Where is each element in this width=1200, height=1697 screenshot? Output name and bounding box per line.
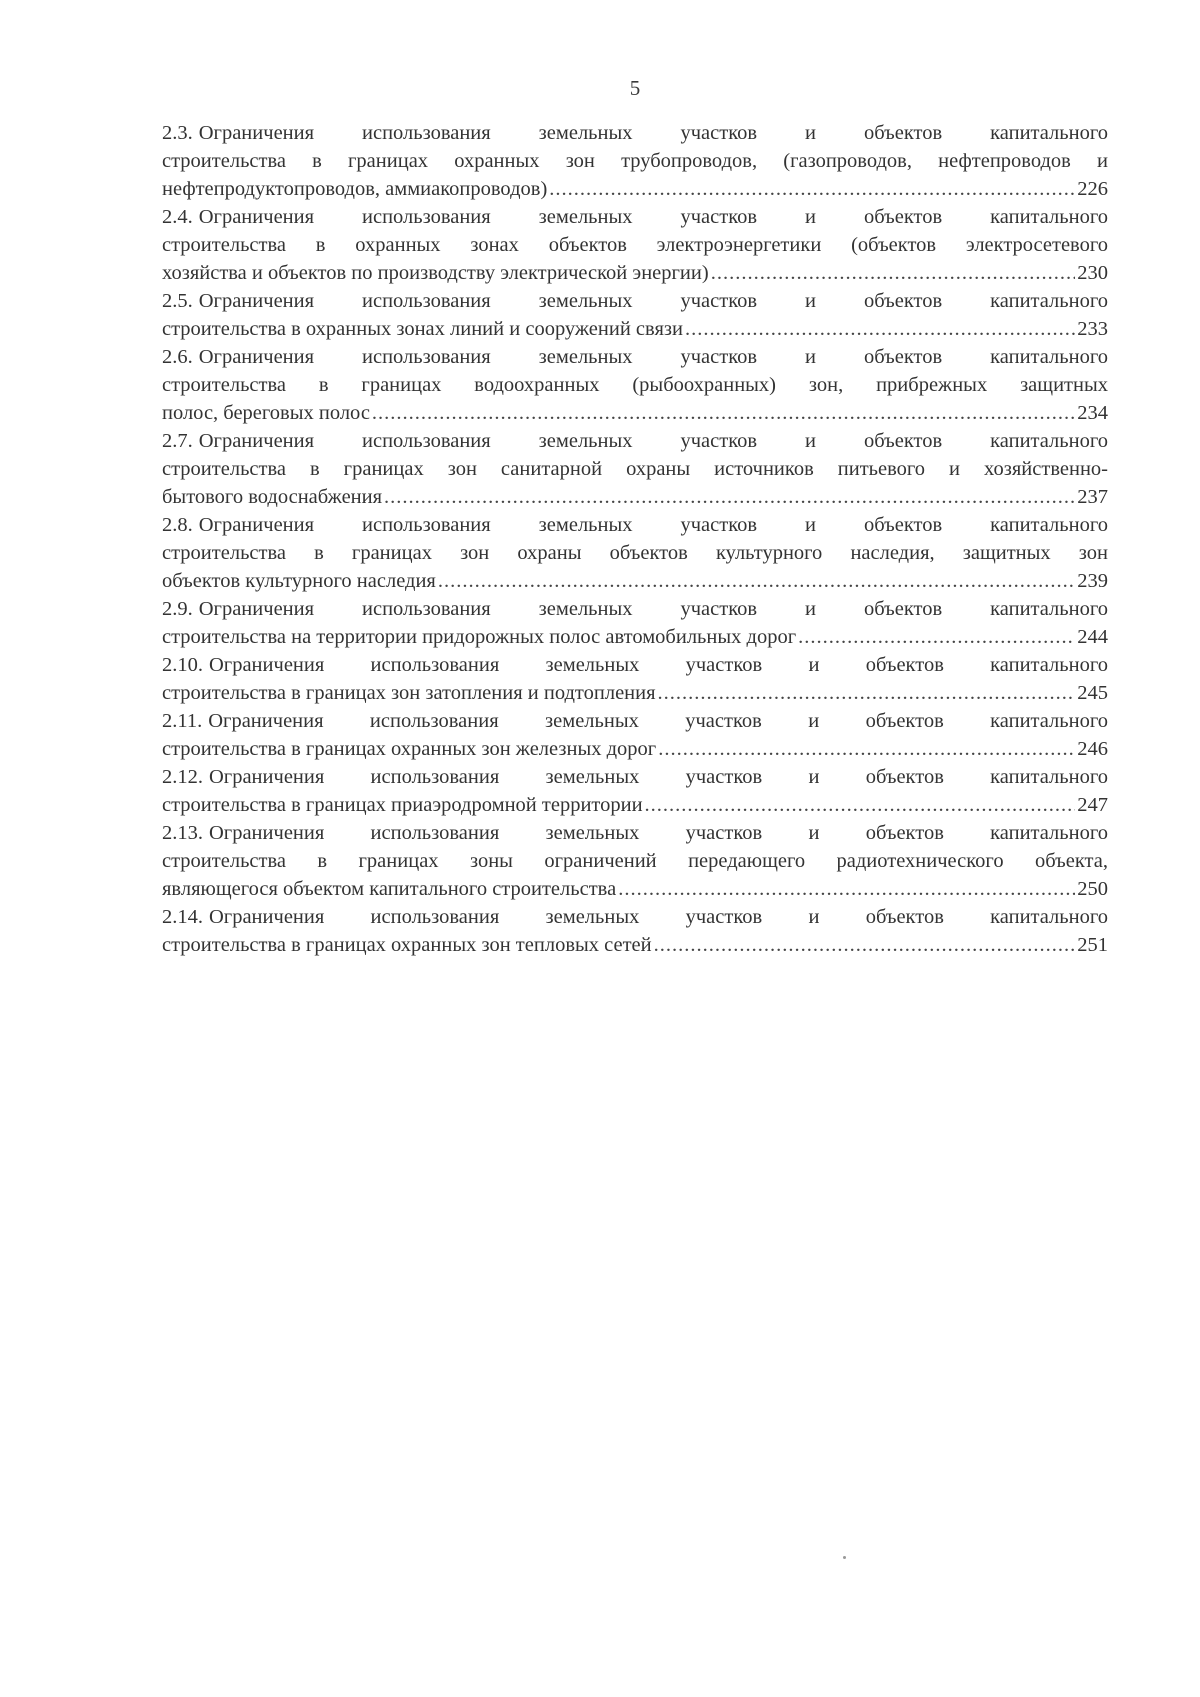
toc-entry-text: строительства в границах охранных зон трубопроводов, (газопроводов, нефтепроводов и — [162, 150, 1108, 172]
dot-leader — [658, 735, 1075, 763]
toc-entry-line — [162, 147, 1108, 175]
toc-entry[interactable] — [162, 119, 1108, 203]
toc-entry-text: Ограничения использования земельных участков и объектов капитального — [198, 598, 1108, 620]
toc-page-reference[interactable]: 234 — [1077, 402, 1108, 424]
dot-leader — [438, 567, 1075, 595]
toc-entry[interactable] — [162, 903, 1108, 959]
toc-entry-line — [162, 343, 1108, 371]
toc-entry-number: 2.11. — [162, 710, 203, 732]
page-number: 5 — [629, 76, 641, 100]
toc-entry-text: строительства в охранных зонах объектов электроэнергетики (объектов электросетевого — [162, 234, 1108, 256]
toc-entry-text: строительства в охранных зонах линий и сооружений связи — [162, 318, 683, 340]
toc-entry-last-line — [162, 735, 1108, 763]
toc-entry[interactable] — [162, 595, 1108, 651]
toc-entry-text: строительства в границах зоны ограничений передающего радиотехнического объекта, — [162, 850, 1108, 872]
toc-entry-last-line — [162, 791, 1108, 819]
dot-leader — [618, 875, 1075, 903]
dot-leader — [549, 175, 1075, 203]
toc-entry-line — [162, 455, 1108, 483]
toc-entry-line — [162, 287, 1108, 315]
dot-leader — [372, 399, 1075, 427]
toc-page-reference[interactable]: 233 — [1077, 318, 1108, 340]
toc-entry-text: хозяйства и объектов по производству электрической энергии) — [162, 262, 709, 284]
toc-entry-line — [162, 651, 1108, 679]
toc-entry-text: Ограничения использования земельных участков и объектов капитального — [198, 430, 1108, 452]
toc-entry-text: Ограничения использования земельных участков и объектов капитального — [198, 514, 1108, 536]
scan-speck — [843, 1556, 846, 1559]
toc-entry-number: 2.8. — [162, 514, 193, 536]
table-of-contents — [162, 119, 1108, 959]
toc-page-reference[interactable]: 250 — [1077, 878, 1108, 900]
toc-page-reference[interactable]: 247 — [1077, 794, 1108, 816]
dot-leader — [654, 931, 1076, 959]
toc-entry[interactable] — [162, 819, 1108, 903]
toc-entry-line — [162, 119, 1108, 147]
toc-entry-text: строительства в границах зон охраны объектов культурного наследия, защитных зон — [162, 542, 1108, 564]
toc-entry[interactable] — [162, 427, 1108, 511]
toc-page-reference[interactable]: 239 — [1077, 570, 1108, 592]
toc-entry-text: полос, береговых полос — [162, 402, 370, 424]
toc-entry-text: Ограничения использования земельных участков и объектов капитального — [198, 290, 1108, 312]
toc-entry-text: строительства в границах зон санитарной охраны источников питьевого и хозяйственно- — [162, 458, 1108, 480]
toc-page-reference[interactable]: 237 — [1077, 486, 1108, 508]
dot-leader — [711, 259, 1076, 287]
toc-page-reference[interactable]: 246 — [1077, 738, 1108, 760]
toc-entry-number: 2.7. — [162, 430, 193, 452]
toc-entry-line — [162, 231, 1108, 259]
toc-entry[interactable] — [162, 511, 1108, 595]
toc-entry-text: строительства в границах зон затопления и подтопления — [162, 682, 656, 704]
toc-entry-line — [162, 595, 1108, 623]
toc-entry-number: 2.9. — [162, 598, 193, 620]
toc-entry-line — [162, 371, 1108, 399]
toc-entry-text: Ограничения использования земельных участков и объектов капитального — [208, 710, 1108, 732]
toc-entry-last-line — [162, 175, 1108, 203]
toc-entry-last-line — [162, 623, 1108, 651]
toc-entry[interactable] — [162, 763, 1108, 819]
toc-entry[interactable] — [162, 203, 1108, 287]
toc-entry-text: Ограничения использования земельных участков и объектов капитального — [198, 122, 1108, 144]
toc-entry-line — [162, 763, 1108, 791]
dot-leader — [645, 791, 1076, 819]
toc-entry-line — [162, 847, 1108, 875]
toc-entry-text: Ограничения использования земельных участков и объектов капитального — [198, 206, 1108, 228]
dot-leader — [685, 315, 1075, 343]
toc-entry-text: строительства на территории придорожных полос автомобильных дорог — [162, 626, 797, 648]
toc-entry-line — [162, 511, 1108, 539]
toc-entry[interactable] — [162, 287, 1108, 343]
toc-page-reference[interactable]: 244 — [1077, 626, 1108, 648]
toc-entry-line — [162, 203, 1108, 231]
toc-page-reference[interactable]: 226 — [1077, 178, 1108, 200]
toc-entry[interactable] — [162, 343, 1108, 427]
toc-entry-number: 2.12. — [162, 766, 203, 788]
toc-entry-text: Ограничения использования земельных участков и объектов капитального — [198, 346, 1108, 368]
toc-entry-line — [162, 707, 1108, 735]
dot-leader — [384, 483, 1075, 511]
toc-entry[interactable] — [162, 707, 1108, 763]
toc-entry-line — [162, 539, 1108, 567]
toc-entry-text: строительства в границах водоохранных (рыбоохранных) зон, прибрежных защитных — [162, 374, 1108, 396]
toc-entry-number: 2.4. — [162, 206, 193, 228]
dot-leader — [798, 623, 1075, 651]
toc-entry-line — [162, 903, 1108, 931]
toc-entry-number: 2.10. — [162, 654, 203, 676]
toc-entry-text: объектов культурного наследия — [162, 570, 436, 592]
toc-entry-number: 2.13. — [162, 822, 203, 844]
toc-entry-text: Ограничения использования земельных участков и объектов капитального — [209, 766, 1108, 788]
toc-entry-last-line — [162, 399, 1108, 427]
toc-entry-text: Ограничения использования земельных участков и объектов капитального — [209, 654, 1108, 676]
toc-entry-last-line — [162, 875, 1108, 903]
toc-entry-number: 2.5. — [162, 290, 193, 312]
toc-entry-number: 2.14. — [162, 906, 203, 928]
toc-entry-text: нефтепродуктопроводов, аммиакопроводов) — [162, 178, 548, 200]
toc-page-reference[interactable]: 251 — [1077, 934, 1108, 956]
toc-entry-last-line — [162, 567, 1108, 595]
toc-entry-line — [162, 819, 1108, 847]
toc-entry-line — [162, 427, 1108, 455]
toc-entry-last-line — [162, 931, 1108, 959]
toc-entry-text: строительства в границах приаэродромной территории — [162, 794, 643, 816]
toc-page-reference[interactable]: 230 — [1077, 262, 1108, 284]
toc-entry-last-line — [162, 259, 1108, 287]
toc-entry-last-line — [162, 679, 1108, 707]
toc-entry[interactable] — [162, 651, 1108, 707]
toc-entry-number: 2.6. — [162, 346, 193, 368]
toc-page-reference[interactable]: 245 — [1077, 682, 1108, 704]
dot-leader — [658, 679, 1076, 707]
toc-entry-text: Ограничения использования земельных участков и объектов капитального — [209, 822, 1108, 844]
toc-entry-text: строительства в границах охранных зон тепловых сетей — [162, 934, 652, 956]
toc-entry-last-line — [162, 483, 1108, 511]
toc-entry-text: бытового водоснабжения — [162, 486, 383, 508]
toc-entry-text: Ограничения использования земельных участков и объектов капитального — [209, 906, 1108, 928]
toc-entry-text: являющегося объектом капитального строительства — [162, 878, 617, 900]
toc-entry-last-line — [162, 315, 1108, 343]
toc-entry-number: 2.3. — [162, 122, 193, 144]
toc-entry-text: строительства в границах охранных зон железных дорог — [162, 738, 657, 760]
